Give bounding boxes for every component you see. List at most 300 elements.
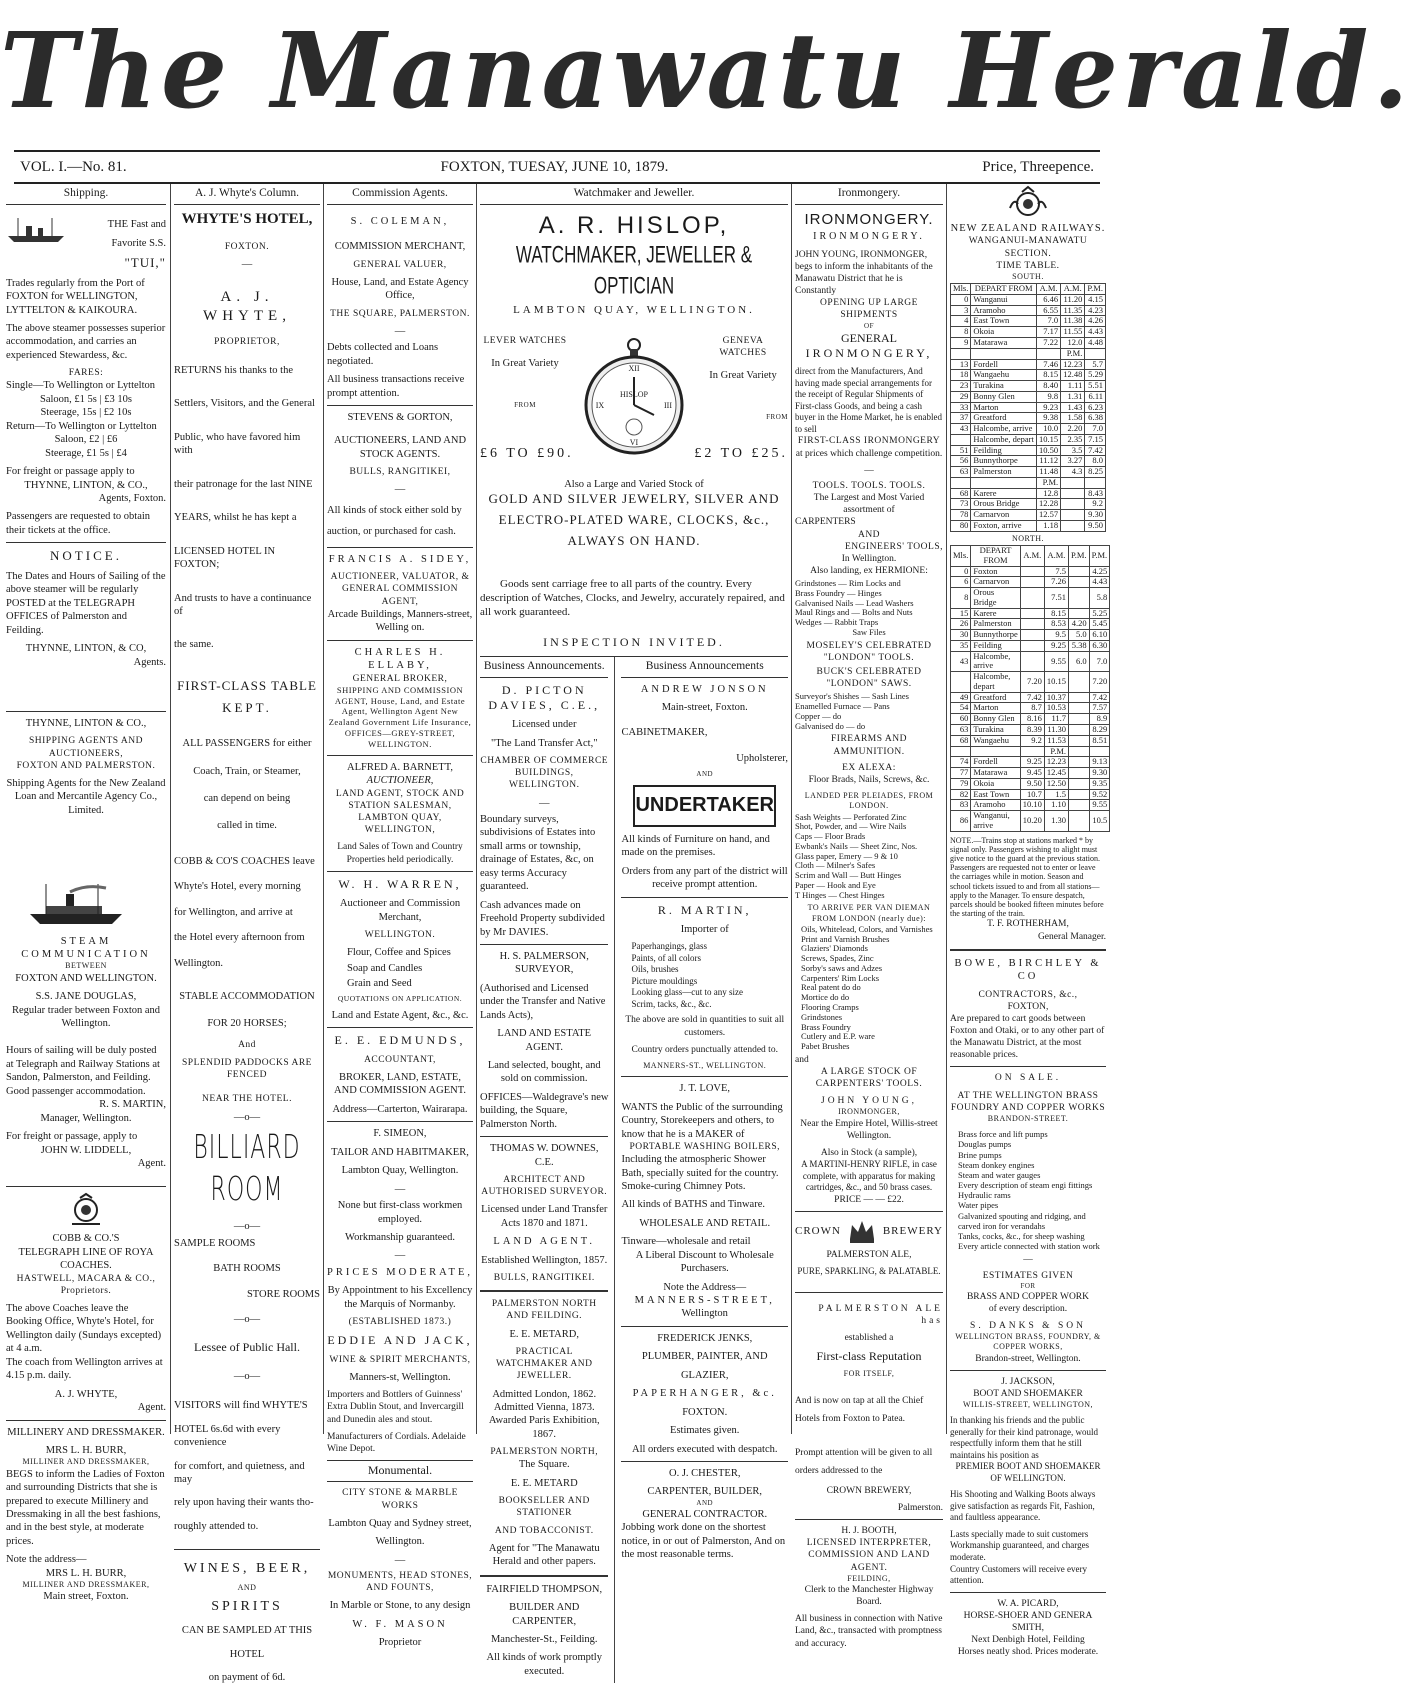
timetable-cell: 4.43 — [1085, 327, 1106, 338]
timetable-cell: Feilding — [971, 640, 1020, 651]
timetable-cell: 9.38 — [1036, 413, 1060, 424]
firm-name: H. J. BOOTH, — [841, 1526, 897, 1537]
timetable-cell: Karere — [971, 608, 1020, 619]
price-range: £6 TO £90. — [480, 446, 574, 462]
firm-name: E. E. EDMUNDS, — [334, 1033, 466, 1048]
paragraph: Shipping Agents for the New Zealand Loan and Mercantile Agency Co., Limited. — [6, 777, 166, 816]
text-line: Soap and Candles — [347, 962, 423, 974]
timetable-cell: 7.46 — [1036, 359, 1060, 370]
text-line: Agent. — [137, 1157, 166, 1169]
text-line: SOUTH. — [1012, 271, 1044, 281]
text-line: Main-street, Foxton. — [661, 701, 748, 713]
text-line: In Great Variety — [491, 358, 559, 370]
timetable-cell — [1020, 746, 1044, 757]
list-item: Oils, Whitelead, Colors, and Varnishes — [801, 923, 933, 934]
list-item: Douglas pumps — [958, 1139, 1012, 1150]
timetable-cell: Karere — [971, 488, 1037, 499]
timetable-cell: 6.11 — [1085, 391, 1106, 402]
text-line: GENERAL BROKER, — [352, 673, 448, 684]
text-line: GOLD AND SILVER JEWELRY, SILVER AND — [488, 491, 780, 507]
timetable-cell: 63 — [951, 725, 971, 736]
timetable-cell: 7.20 — [1020, 672, 1044, 693]
text-line: RETURNS his thanks to the — [174, 365, 294, 377]
timetable-cell: 9.50 — [1020, 778, 1044, 789]
timetable-row — [951, 316, 1106, 327]
timetable-cell: 2.35 — [1061, 434, 1085, 445]
text-line: Horses neatly shod. Prices moderate. — [957, 1647, 1099, 1658]
timetable-cell: 77 — [951, 768, 971, 779]
timetable-cell: 5.29 — [1085, 370, 1106, 381]
text-line: Main street, Foxton. — [43, 1591, 129, 1603]
timetable-header-cell: DEPART FROM — [971, 284, 1037, 295]
timetable-row — [951, 510, 1106, 521]
timetable-cell: East Town — [971, 316, 1037, 327]
timetable-cell: 11.30 — [1044, 725, 1068, 736]
text-line: Return—To Wellington or Lyttelton — [6, 420, 157, 432]
paragraph: Arcade Buildings, Manners-street, Welling on. — [327, 608, 473, 634]
column-heading: Watchmaker and Jeweller. — [480, 184, 788, 205]
timetable-cell: 37 — [951, 413, 971, 424]
text-line: PREMIER BOOT AND SHOEMAKER OF WELLINGTON. — [955, 1461, 1101, 1483]
text-line: for Wellington, and arrive at — [174, 906, 293, 918]
timetable-cell — [1069, 566, 1090, 577]
text-line: BUILDER AND CARPENTER, — [509, 1602, 580, 1627]
timetable-cell: 9.45 — [1020, 768, 1044, 779]
timetable-row — [951, 520, 1106, 531]
list-item: Glaziers' Diamonds — [801, 943, 868, 954]
text-line: STEAM COMMUNICATION — [21, 935, 151, 961]
text-line: on payment of 6d. — [208, 1672, 286, 1684]
goods-list — [795, 692, 943, 731]
timetable-cell: 10.15 — [1036, 434, 1060, 445]
text-line: roughly attended to. — [174, 1520, 259, 1532]
timetable-cell — [1036, 348, 1060, 359]
text-line: W. F. MASON — [352, 1618, 448, 1630]
timetable-row — [951, 337, 1106, 348]
text-line: First-class Reputation — [816, 1348, 922, 1363]
text-line: LICENSED INTERPRETER, COMMISSION AND LAND AGENT. — [806, 1538, 932, 1573]
timetable-cell: 8.29 — [1089, 725, 1110, 736]
timetable-cell: 26 — [951, 619, 971, 630]
timetable-row — [951, 467, 1106, 478]
text-line: FOXTON AND WELLINGTON. — [15, 972, 157, 984]
text-line: TOOLS. TOOLS. TOOLS. — [812, 480, 926, 491]
timetable-cell: 18 — [951, 370, 971, 381]
text-line: WILLIS-STREET, WELLINGTON, — [962, 1400, 1094, 1410]
timetable-cell — [1020, 619, 1044, 630]
timetable-cell: Turakina — [971, 381, 1037, 392]
timetable-cell: 3.27 — [1061, 456, 1085, 467]
timetable-cell: P.M. — [1044, 746, 1068, 757]
text-line: CROWN — [795, 1224, 841, 1237]
list-item: Saw Files — [852, 626, 886, 637]
timetable-cell: Wanganui — [971, 294, 1037, 305]
timetable-cell: 56 — [951, 456, 971, 467]
section-heading: MILLINERY AND DRESSMAKER. — [7, 1426, 165, 1438]
firm-name: A. R. HISLOP, — [538, 211, 730, 239]
list-item: Screws, Spades, Zinc — [801, 953, 874, 964]
text-line: AT THE WELLINGTON BRASS FOUNDRY AND COPPER WORKS — [950, 1090, 1106, 1113]
timetable-cell: Feilding — [971, 445, 1037, 456]
text-line: WHOLESALE AND RETAIL. — [639, 1217, 771, 1229]
text-line: HASTWELL, MACARA & CO., — [16, 1273, 156, 1284]
paragraph: Including the atmospheric Shower Bath, specially suited for the country. Smoke-curing Chimney Pots. — [621, 1154, 779, 1192]
text-line: STORE ROOMS — [246, 1288, 320, 1300]
text-line: PAPERHANGER, &c. — [632, 1388, 777, 1400]
firm-name: H. S. PALMERSON, SURVEYOR, — [499, 950, 589, 976]
column-heading: Ironmongery. — [795, 184, 943, 205]
firm-name: THYNNE, LINTON & CO., — [25, 717, 147, 729]
timetable-cell: 30 — [951, 630, 971, 641]
hotel-name: WHYTE'S HOTEL, — [181, 210, 313, 227]
timetable-cell: Foxton, arrive — [971, 520, 1037, 531]
text-line: Settlers, Visitors, and the General — [174, 398, 315, 410]
timetable-cell: 3.5 — [1061, 445, 1085, 456]
timetable-header-cell: A.M. — [1061, 284, 1085, 295]
text-line: ENGINEERS' TOOLS, — [844, 541, 943, 552]
text-line: FOR — [1020, 1281, 1036, 1290]
text-line: Land selected, bought, and sold on commission. — [487, 1060, 601, 1085]
paragraph: All kinds of stock either sold by auction, or purchased for cash. — [327, 504, 462, 537]
text-line: Agent. — [137, 1402, 166, 1414]
text-line: Note the Address— — [663, 1281, 747, 1293]
list-item: Surveyor's Shishes — Sash Lines — [795, 691, 909, 702]
timetable-cell: 1.5 — [1044, 789, 1068, 800]
column-heading: Shipping. — [6, 184, 166, 205]
ship-name: S.S. JANE DOUGLAS, — [35, 991, 137, 1003]
timetable-cell: Halcombe, depart — [971, 672, 1020, 693]
timetable-cell: Okoia — [971, 778, 1020, 789]
text-line: PALMERSTON NORTH AND FEILDING. — [491, 1299, 597, 1322]
text-line: and — [795, 1054, 809, 1065]
timetable-header-cell: P.M. — [1085, 284, 1106, 295]
text-line: Steerage, 15s | £2 10s — [40, 407, 132, 419]
firm-name: ANDREW JONSON — [640, 683, 769, 695]
timetable-cell: Turakina — [971, 725, 1020, 736]
timetable-row — [951, 445, 1106, 456]
timetable-cell — [1069, 692, 1090, 703]
timetable-row — [951, 499, 1106, 510]
timetable-cell: 1.30 — [1044, 811, 1068, 832]
timetable-cell: 8.25 — [1085, 467, 1106, 478]
text-line: THYNNE, LINTON, & CO, — [25, 643, 147, 655]
watch-row — [480, 335, 788, 455]
column-watchmaker — [480, 184, 788, 1677]
list-item: Paints, of all colors — [631, 952, 701, 963]
timetable-cell — [1061, 477, 1085, 488]
list-item: Scrim and Wall — Butt Hinges — [795, 870, 902, 881]
timetable-cell: 60 — [951, 714, 971, 725]
text-line: SPLENDID PADDOCKS ARE FENCED — [182, 1058, 312, 1081]
text-line: HOTEL — [229, 1648, 265, 1660]
paragraph: A MARTINI-HENRY RIFLE, in case complete, with apparatus for making cartridges, &c., and 50 brass cases. — [801, 1159, 937, 1193]
timetable-cell: 11.12 — [1036, 456, 1060, 467]
text-line: NEAR THE HOTEL. — [202, 1094, 292, 1105]
timetable-cell: Greatford — [971, 413, 1037, 424]
timetable-cell: 9.30 — [1089, 768, 1110, 779]
list-item: Sorby's saws and Adzes — [801, 962, 883, 973]
timetable-cell: 11.55 — [1061, 327, 1085, 338]
paragraph: (Authorised and Licensed under the Transfer and Native Lands Acts), — [480, 982, 606, 1021]
timetable-row — [951, 703, 1110, 714]
paragraph: Cash advances made on Freehold Property subdivided by Mr DAVIES. — [480, 899, 605, 938]
text-line: PORTABLE WASHING BOILERS, — [629, 1141, 781, 1152]
paragraph: Debts collected and Loans negotiated. — [327, 342, 439, 367]
text-line: LAMBTON QUAY, WELLINGTON. — [513, 303, 755, 316]
timetable-cell: Halcombe, arrive — [971, 651, 1020, 672]
timetable-cell: 4.15 — [1085, 294, 1106, 305]
timetable-cell — [1069, 789, 1090, 800]
text-line: TO ARRIVE PER VAN DIEMAN FROM LONDON (nearly due): — [807, 903, 931, 923]
list-item: Mortice do do — [801, 992, 850, 1003]
timetable-cell: Matarawa — [971, 337, 1037, 348]
firm-name: D. PICTON DAVIES, C.E., — [488, 682, 601, 712]
text-line: LAND AND ESTATE AGENT. — [497, 1028, 592, 1053]
text-line: Wellington. — [375, 1536, 425, 1548]
timetable-cell — [1061, 488, 1085, 499]
timetable-cell: Aramoho — [971, 305, 1037, 316]
text-line: General Manager. — [1037, 931, 1106, 942]
timetable-cell — [1069, 725, 1090, 736]
firm-name: EDDIE AND JACK, — [327, 1333, 473, 1348]
timetable-cell: 8.53 — [1044, 619, 1068, 630]
firm-name: FAIRFIELD THOMPSON, — [486, 1583, 603, 1595]
paragraph: His Shooting and Walking Boots always give satisfaction as regards Fit, Fashion, and faultless appearance. — [950, 1489, 1096, 1523]
timetable-row — [951, 381, 1106, 392]
paragraph: direct from the Manufacturers, And having made special arrangements for the receipt of Regular Shipments of First-class Goods, and being a cash buyer in the Home Market, he is enabled to sell — [795, 366, 942, 434]
timetable-cell: 9.25 — [1020, 757, 1044, 768]
text-line: LICENSED HOTEL IN FOXTON; — [174, 545, 276, 571]
column-commission-agents: Commission Agents. S. COLEMAN, COMMISSION MERCHANT, GENERAL VALUER, House, Land, and Estate Agency Office, THE SQUARE, PALMERSTON. — Debts collected and Loans negotiated. All business transactions receive prompt attention. STEVENS & GORTON, AUCTIONEERS, LAND AND STOCK AGENTS. BULLS, RANGITIKEI, — All kinds of stock either sold by auction, or purchased for cash. FRANCIS A. SIDEY, AUCTIONEER, VALUATOR, & GENERAL COMMISSION AGENT, Arcade Buildings, Manners-street, Welling on. CHARLES H. ELLABY, GENERAL BROKER, SHIPPING AND COMMISSION AGENT, House, Land, and Estate Agent, Wellington Agent New Zealand Government Life Insurance, OFFICES—GREY-STREET, WELLINGTON. ALFRED A. BARNETT, AUCTIONEER, LAND AGENT, STOCK AND STATION SALESMAN, LAMBTON QUAY, WELLINGTON, Land Sales of Town and Country Properties held periodically. W. H. WARREN, Auctioneer and Commission Merchant, WELLINGTON. Flour, Coffee and Spices Soap and Candles Grain and Seed QUOTATIONS ON APPLICATION. Land and Estate Agent, &c., &c. E. E. EDMUNDS, ACCOUNTANT, BROKER, LAND, ESTATE, AND COMMISSION AGENT. Address—Carterton, Wairarapa. F. SIMEON, TAILOR AND HABITMAKER, Lambton Quay, Wellington. — None but first-class workmen employed. Workmanship guaranteed. — PRICES MODERATE, By Appointment to his Excellency the Marquis of Normanby. (ESTABLISHED 1873.) EDDIE AND JACK, WINE & SPIRIT MERCHANTS, Manners-st, Wellington. Importers and Bottlers of Guinness' Extra Dublin Stout, and Invercargill and Dunedin ales and stout. Manufacturers of Cordials. Adelaide Wine Depot. Monumental. CITY STONE & MARBLE WORKS Lambton Quay and Sydney street, Wellington. — MONUMENTS, HEAD STONES, AND FOUNTS, In Marble or Stone, to any design W. F. MASON Proprietor — [327, 184, 473, 1432]
text-line: OF — [864, 321, 874, 330]
timetable-cell: 9.13 — [1089, 757, 1110, 768]
text-line: SHIPPING AGENTS AND AUCTIONEERS, — [28, 736, 143, 759]
text-line: ALWAYS ON HAND. — [567, 532, 701, 548]
text-line: Lambton Quay, Wellington. — [341, 1165, 459, 1177]
timetable-cell: 1.11 — [1061, 381, 1085, 392]
text-line: MANNERS-STREET, — [634, 1295, 775, 1307]
timetable-cell: 5.38 — [1069, 640, 1090, 651]
text-line: BETWEEN — [65, 961, 107, 971]
text-line: COMMISSION MERCHANT, — [334, 241, 466, 253]
paragraph: All business transactions receive prompt attention. — [327, 374, 465, 399]
firm-name: ALFRED A. BARNETT, — [347, 761, 453, 773]
text-line: MILLINER AND DRESSMAKER, — [22, 1457, 150, 1467]
timetable-cell: 8.43 — [1085, 488, 1106, 499]
timetable-row — [951, 768, 1110, 779]
timetable-cell: 1.58 — [1061, 413, 1085, 424]
firm-name: R. MARTIN, — [657, 902, 752, 917]
text-line: their patronage for the last NINE — [174, 478, 313, 490]
firm-name: S. DANKS & SON — [970, 1321, 1086, 1331]
firm-name: STEVENS & GORTON, — [347, 411, 453, 423]
timetable-cell — [1020, 577, 1044, 588]
timetable-cell — [1061, 499, 1085, 510]
paragraph: A Liberal Discount to Wholesale Purchasers. — [635, 1249, 774, 1275]
text-line: FOR 20 HORSES; — [207, 1018, 287, 1030]
text-line: Grain and Seed — [347, 978, 412, 990]
timetable-row — [951, 608, 1110, 619]
text-line: BUCK'S CELEBRATED "LONDON" SAWS. — [816, 667, 922, 690]
list-item: Enamelled Furnace — Pans — [795, 701, 890, 712]
text-line: QUOTATIONS ON APPLICATION. — [337, 994, 463, 1004]
list-item: Every description of steam engi fittings — [958, 1180, 1093, 1191]
timetable-cell: 5.8 — [1089, 588, 1110, 609]
text-line: Importer of — [680, 923, 729, 935]
text-line: HOTEL 6s.6d with every convenience — [174, 1423, 281, 1449]
timetable-cell: P.M. — [1036, 477, 1060, 488]
text-line: PALMERSTON ALE, — [826, 1249, 912, 1260]
timetable-cell: Bonny Glen — [971, 391, 1037, 402]
timetable-cell: 8.9 — [1089, 714, 1110, 725]
timetable-cell: 6.23 — [1085, 402, 1106, 413]
paragraph: The Largest and Most Varied assortment of — [813, 493, 925, 516]
text-line: Auctioneer and Commission Merchant, — [339, 898, 461, 923]
text-line: LAMBTON QUAY, WELLINGTON, — [358, 813, 442, 836]
timetable-cell: 8.0 — [1085, 456, 1106, 467]
text-line: BATH ROOMS — [213, 1263, 281, 1275]
paragraph: The Dates and Hours of Sailing of the above steamer will be regularly POSTED at the TELEGRAPH OFFICES of Palmerston and Feilding. — [6, 570, 166, 636]
timetable-row — [951, 800, 1110, 811]
paragraph: Lasts specially made to suit customers Workmanship guaranteed, and charges moderate. — [950, 1528, 1090, 1562]
text-line: FOXTON, — [1007, 1001, 1049, 1012]
ship-name: "TUI," — [124, 255, 166, 271]
text-line: ESTIMATES GIVEN — [982, 1270, 1074, 1281]
text-line: established a — [844, 1332, 894, 1343]
text-line: FARES: — [68, 368, 104, 379]
column-rule — [946, 184, 947, 1434]
firm-name: J. T. LOVE, — [679, 1083, 731, 1095]
timetable-header-cell: Mls. — [951, 284, 971, 295]
timetable-cell — [1020, 566, 1044, 577]
timetable-north — [950, 545, 1110, 832]
timetable-cell: 0 — [951, 566, 971, 577]
list-item: Print and Varnish Brushes — [801, 933, 890, 944]
list-item: Galvanized spouting and ridging, and carved iron for verandahs — [958, 1210, 1086, 1231]
text-line: NEW ZEALAND RAILWAYS. — [950, 223, 1106, 234]
paragraph: Good passenger accommodation. — [6, 1085, 146, 1097]
column-shipping — [6, 184, 166, 1603]
text-line: BROKER, LAND, ESTATE, AND COMMISSION AGENT. — [334, 1072, 466, 1097]
firm-name: E. E. METARD — [510, 1477, 578, 1489]
timetable-cell: 35 — [951, 640, 971, 651]
text-line: Coach, Train, or Steamer, — [193, 765, 301, 777]
timetable-cell: 10.20 — [1020, 811, 1044, 832]
text-line: Established Wellington, 1857. — [481, 1254, 608, 1266]
text-line: MRS L. H. BURR, — [45, 1567, 127, 1579]
timetable-row — [951, 348, 1106, 359]
paragraph: For freight or passage apply to — [6, 466, 135, 478]
timetable-row — [951, 692, 1110, 703]
timetable-cell: 12.50 — [1044, 778, 1068, 789]
crown-icon — [847, 1217, 877, 1245]
timetable-row — [951, 305, 1106, 316]
text-line: Also in Stock (a sample), — [820, 1147, 918, 1158]
timetable-cell: 43 — [951, 424, 971, 435]
timetable-cell: 74 — [951, 757, 971, 768]
timetable-cell — [951, 477, 971, 488]
list-item: Picture mouldings — [631, 975, 698, 986]
timetable-cell: East Town — [971, 789, 1020, 800]
timetable-cell: 33 — [951, 402, 971, 413]
timetable-cell: Greatford — [971, 692, 1020, 703]
coat-of-arms-icon — [1006, 184, 1050, 220]
paragraph: In thanking his friends and the public generally for their kind patronage, would respectfully inform them that he still maintains his position as — [950, 1415, 1098, 1460]
text-line: BULLS, RANGITIKEI, — [349, 467, 451, 478]
timetable-cell: 11.48 — [1036, 467, 1060, 478]
text-line: All kinds of work promptly executed. — [486, 1652, 602, 1677]
timetable-cell: 6.10 — [1089, 630, 1110, 641]
timetable-row — [951, 413, 1106, 424]
timetable-cell: 9.55 — [1089, 800, 1110, 811]
paragraph: Regular trader between Foxton and Wellington. — [11, 1004, 161, 1030]
timetable-cell — [1089, 746, 1110, 757]
timetable-cell: 9.30 — [1085, 510, 1106, 521]
svg-text:XII: XII — [628, 364, 640, 374]
firm-name: J. JACKSON, — [1001, 1376, 1055, 1387]
text-line: PURE, SPARKLING, & PALATABLE. — [797, 1266, 941, 1276]
timetable-row — [951, 789, 1110, 800]
text-line: AND — [237, 1583, 257, 1593]
text-line: Saloon, £1 5s | £3 10s — [40, 393, 132, 405]
text-line: ARCHITECT AND AUTHORISED SURVEYOR. — [481, 1175, 608, 1198]
text-line: FIREARMS AND AMMUNITION. — [831, 734, 907, 757]
paragraph: House, Land, and Estate Agency Office, — [331, 276, 469, 302]
text-line: Manners-st, Wellington. — [349, 1371, 451, 1383]
paragraph: Goods sent carriage free to all parts of the country. Every description of Watches, Clocks, and Jewelry, accurately repaired, and all work guaranteed. — [480, 578, 785, 619]
paragraph: The above Coaches leave the Booking Office, Whyte's Hotel, for Wellington daily (Sundays excepted) at 4 a.m. — [6, 1303, 162, 1355]
timetable-cell: Wanganui, arrive — [971, 811, 1020, 832]
firm-name: FRANCIS A. SIDEY, — [328, 553, 472, 565]
paragraph: Country orders punctually attended to. — [631, 1044, 778, 1055]
paragraph: The coach from Wellington arrives at 4.15 p.m. daily. — [6, 1356, 163, 1382]
text-line: Proprietors. — [60, 1285, 112, 1296]
text-line: LANDED PER PLEIADES, FROM LONDON. — [804, 791, 934, 811]
text-line: PRACTICAL WATCHMAKER AND JEWELLER. — [496, 1347, 593, 1382]
text-line: CAN BE SAMPLED AT THIS — [181, 1625, 313, 1637]
text-line: Lambton Quay and Sydney street, — [328, 1517, 472, 1529]
timetable-cell: Bonny Glen — [971, 714, 1020, 725]
timetable-cell — [1069, 746, 1090, 757]
timetable-cell — [1069, 735, 1090, 746]
text-line: A. J. WHYTE, — [54, 1388, 118, 1400]
paragraph: Orders from any part of the district will receive prompt attention. — [621, 865, 788, 891]
paragraph: Importers and Bottlers of Guinness' Extra Dublin Stout, and Invercargill and Dunedin ales and stout. — [327, 1390, 464, 1425]
timetable-cell: 43 — [951, 651, 971, 672]
timetable-header-cell: A.M. — [1044, 545, 1068, 566]
timetable-row — [951, 477, 1106, 488]
timetable-cell: 7.57 — [1089, 703, 1110, 714]
timetable-cell: 5.0 — [1069, 630, 1090, 641]
pocket-watch-icon — [579, 335, 689, 455]
text-line: AND TOBACCONIST. — [494, 1525, 594, 1536]
text-line: JOHN W. LIDDELL, — [40, 1144, 132, 1156]
text-line: NORTH. — [1011, 533, 1045, 543]
timetable-cell: 4.20 — [1069, 619, 1090, 630]
svg-text:IX: IX — [595, 401, 605, 411]
text-line: rely upon having their wants tho- — [174, 1497, 314, 1509]
svg-text:III: III — [664, 401, 672, 411]
undertaker-box: UNDERTAKER — [633, 785, 776, 827]
timetable-cell: 10.15 — [1044, 672, 1068, 693]
text-line: CONTRACTORS, &c., — [978, 989, 1078, 1000]
list-item: Looking glass—cut to any size — [631, 987, 743, 998]
timetable-cell: 12.48 — [1061, 370, 1085, 381]
text-line: PRICE — — £22. — [834, 1194, 904, 1205]
text-line: The Square. — [518, 1459, 570, 1471]
text-line: FOXTON AND PALMERSTON. — [16, 760, 156, 771]
timetable-cell: 9.35 — [1089, 778, 1110, 789]
